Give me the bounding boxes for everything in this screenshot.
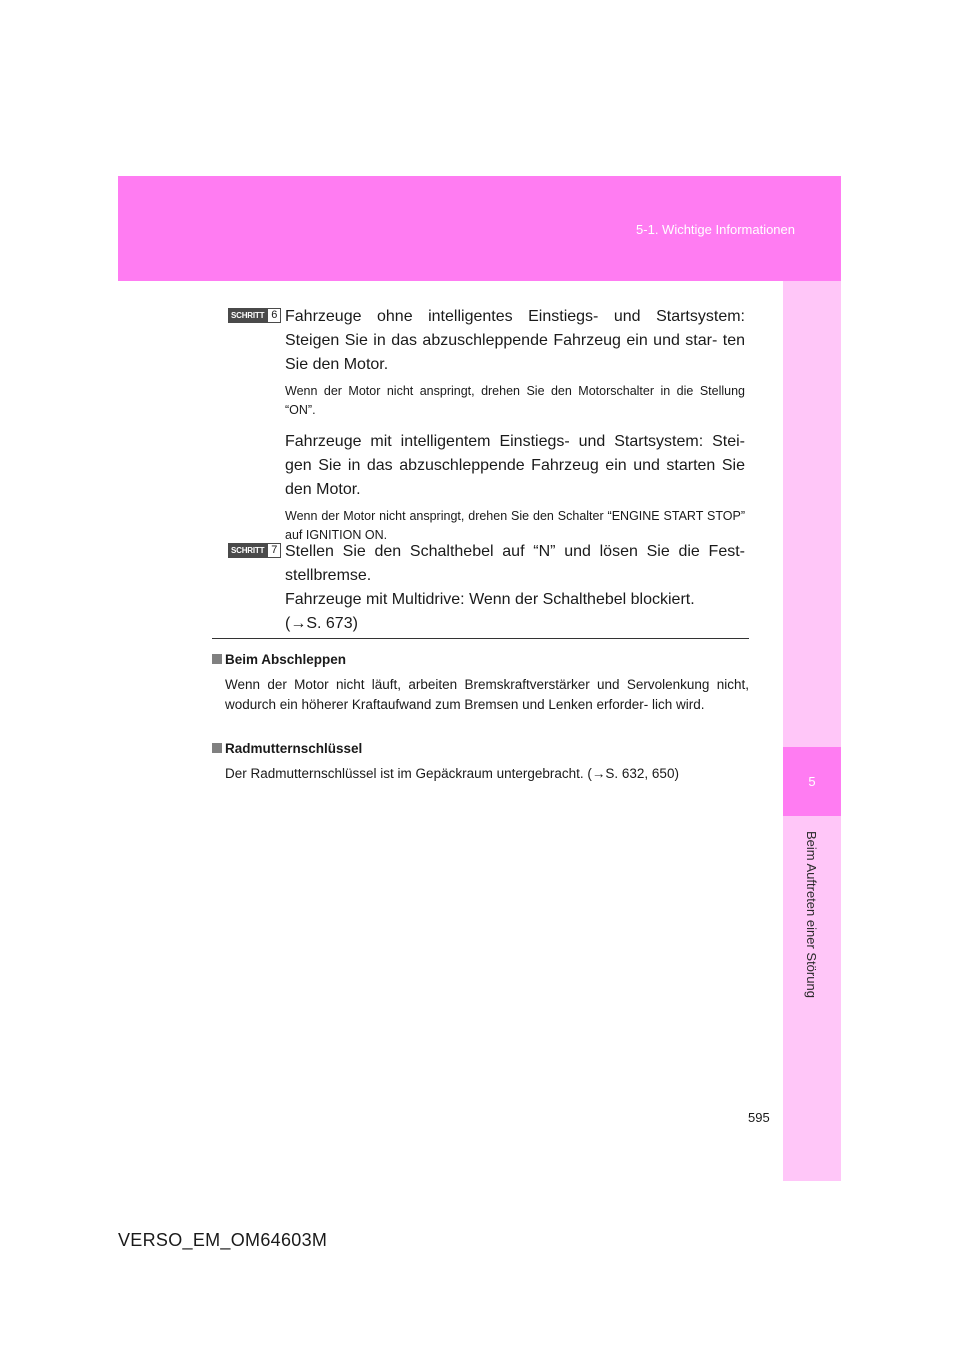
info-heading [212, 650, 749, 670]
step-6 [228, 305, 745, 545]
info-body: Wenn der Motor nicht läuft, arbeiten Bremskraftverstärker und Servolenkung nicht, wodurch ein höherer Kraftaufwand zum Bremsen und Lenken erforder- lich wird. [225, 677, 749, 712]
chapter-title: Beim Auftreten einer Störung [804, 831, 819, 998]
info-heading-text: Radmutternschlüssel [225, 741, 363, 756]
section-title: 5-1. Wichtige Informationen [636, 222, 795, 237]
step-text: Stellen Sie den Schalthebel auf “N” und lösen Sie die Fest- stellbremse. [285, 543, 745, 584]
page-reference-link[interactable]: (→S. 673) [285, 615, 358, 632]
info-body: Der Radmutternschlüssel ist im Gepäckraum untergebracht. (→S. 632, 650) [225, 766, 679, 781]
step-badge-number: 7 [267, 543, 281, 558]
document-code: VERSO_EM_OM64603M [118, 1230, 328, 1250]
step-badge-word: SCHRITT [228, 543, 267, 558]
info-heading [212, 739, 749, 759]
step-note: Wenn der Motor nicht anspringt, drehen Sie den Motorschalter in die Stellung “ON”. [285, 384, 745, 417]
step-badge [228, 308, 281, 323]
step-badge-number: 6 [267, 308, 281, 323]
bullet-square-icon [212, 654, 222, 664]
step-badge-word: SCHRITT [228, 308, 267, 323]
section-divider [212, 638, 749, 639]
step-badge [228, 543, 281, 558]
step-7 [228, 540, 745, 636]
page-number: 595 [748, 1110, 770, 1125]
info-block-abschleppen [212, 650, 749, 715]
step-sub-text: Fahrzeuge mit intelligentem Einstiegs- und Startsystem: Stei- gen Sie in das abzuschleppende Fahrzeug ein und starten Sie den Motor. [285, 433, 745, 498]
chapter-number: 5 [783, 747, 841, 816]
step-text: Fahrzeuge ohne intelligentes Einstiegs- und Startsystem: Steigen Sie in das abzuschleppende Fahrzeug ein und star- ten Sie den Motor. [285, 308, 745, 373]
info-heading-text: Beim Abschleppen [225, 652, 347, 667]
step-sub-text: Fahrzeuge mit Multidrive: Wenn der Schalthebel blockiert. [285, 591, 695, 608]
info-block-radmutternschluessel [212, 739, 749, 784]
step-sub-note: Wenn der Motor nicht anspringt, drehen Sie den Schalter “ENGINE START STOP” auf IGNITION ON. [285, 509, 745, 542]
bullet-square-icon [212, 743, 222, 753]
